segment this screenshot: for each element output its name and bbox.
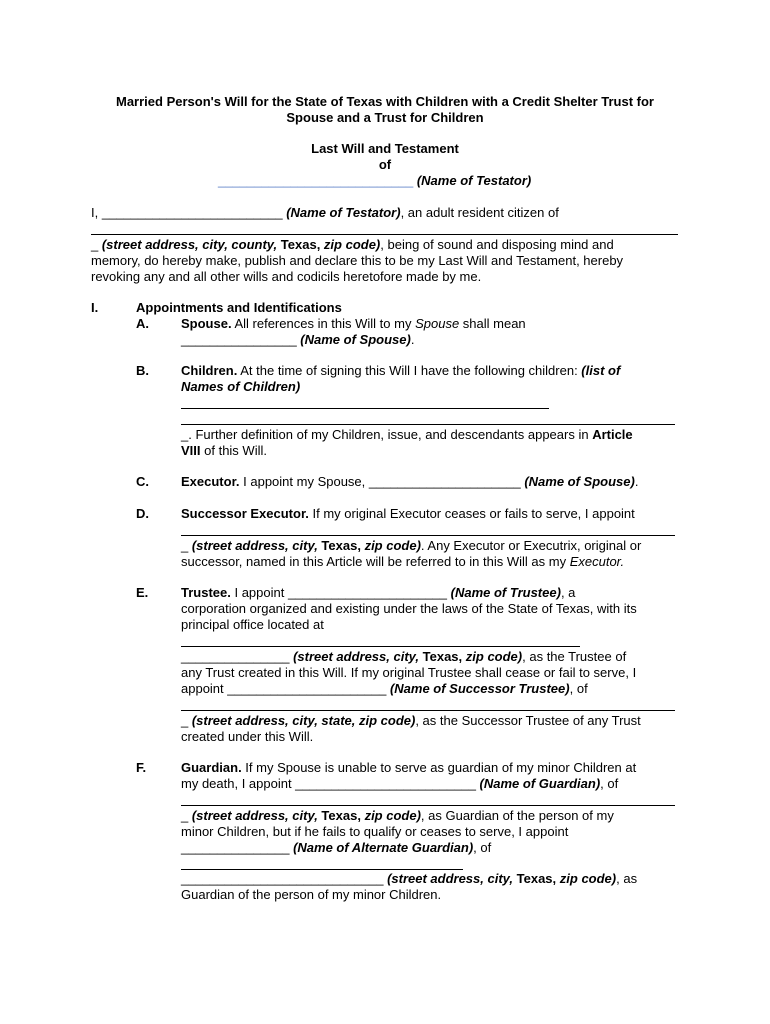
section-f-line1 (181, 760, 636, 776)
section-letter-d: D. (136, 506, 149, 521)
intro-text: I, _________________________ (91, 205, 287, 220)
section-c-heading: Executor. (181, 474, 240, 489)
section-d-line4 (181, 554, 624, 570)
section-text: Spouse (415, 316, 460, 331)
section-text: _. Further definition of my Children, issue, and descendants appears in (181, 427, 593, 442)
section-f-line2 (181, 776, 618, 792)
section-letter-e: E. (136, 585, 149, 600)
section-text: , as the Successor Trustee of any Trust (415, 713, 641, 728)
testator-label: (Name of Testator) (416, 173, 532, 188)
document-subtitle-of: of (378, 157, 392, 172)
article-number: I. (91, 300, 99, 315)
successor-trustee-label: (Name of Successor Trustee) (389, 681, 570, 696)
texas-label: Texas (321, 538, 358, 553)
section-text: successor, named in this Article will be referred to in this Will as my (181, 554, 570, 569)
trustee-label: (Name of Trustee) (450, 585, 561, 600)
section-text: shall mean (459, 316, 526, 331)
address-label: (street address, city, state, zip code) (191, 713, 416, 728)
section-b-line6 (181, 443, 267, 459)
zip-label: zip code) (364, 538, 421, 553)
blank-line: ________________ (181, 332, 301, 347)
blank-line: _______________ (181, 649, 294, 664)
trustee-office-blank-rule (181, 646, 580, 647)
section-text: . (410, 332, 415, 347)
intro-text: _ (91, 237, 102, 252)
zip-label: zip code) (323, 237, 381, 252)
blank-line: _______________ (181, 840, 294, 855)
section-text: I appoint my Spouse, _____________________ (239, 474, 525, 489)
section-text: , (552, 871, 560, 886)
section-b-line2: Names of Children) (181, 379, 301, 394)
children-blank-rule-2 (181, 424, 675, 425)
document-subtitle: Last Will and Testament (311, 141, 459, 156)
section-text: If my original Executor ceases or fails to serve, I appoint (308, 506, 635, 521)
texas-label: Texas (321, 808, 358, 823)
section-text: If my Spouse is unable to serve as guardian of my minor Children at (241, 760, 637, 775)
section-f-line5: minor Children, but if he fails to qualify or ceases to serve, I appoint (181, 824, 569, 839)
section-a-line1 (181, 316, 526, 332)
intro-text: , an adult resident citizen of (400, 205, 559, 220)
spouse-label: (Name of Spouse) (524, 474, 635, 489)
section-f-heading: Guardian. (181, 760, 242, 775)
successor-executor-blank-rule (181, 535, 675, 536)
guardian-address-blank-rule (181, 805, 675, 806)
section-text: , a (560, 585, 576, 600)
section-text: All references in this Will to my (231, 316, 416, 331)
alternate-guardian-blank-rule (181, 869, 463, 870)
section-text: , of (600, 776, 619, 791)
section-e-line9 (181, 713, 641, 729)
testator-name-field (218, 173, 531, 189)
section-text: appoint ______________________ (181, 681, 390, 696)
section-text: , (357, 538, 365, 553)
texas-label: Texas (280, 237, 317, 252)
section-text: my death, I appoint _________________________ (181, 776, 480, 791)
texas-label: Texas (422, 649, 459, 664)
section-e-line2: corporation organized and existing under the laws of the State of Texas, with its (181, 601, 637, 616)
section-a-line2 (181, 332, 414, 348)
intro-testator-label: (Name of Testator) (286, 205, 401, 220)
intro-text: , (316, 237, 324, 252)
section-e-line5 (181, 649, 626, 665)
section-a-heading: Spouse. (181, 316, 232, 331)
section-e-line1 (181, 585, 575, 601)
section-text: , as the Trustee of (522, 649, 627, 664)
testator-blank: ___________________________ (218, 173, 414, 188)
section-text: Article (592, 427, 633, 442)
section-f-line8 (181, 871, 637, 887)
section-e-line6: any Trust created in this Will. If my original Trustee shall cease or fail to serve, I (181, 665, 637, 680)
section-text: At the time of signing this Will I have the following children: (237, 363, 582, 378)
section-d-line3 (181, 538, 641, 554)
guardian-label: (Name of Guardian) (479, 776, 601, 791)
article-title: Appointments and Identifications (136, 300, 342, 315)
section-letter-f: F. (136, 760, 147, 775)
section-text: . (634, 474, 639, 489)
section-text: _ (181, 808, 192, 823)
section-text: , as (616, 871, 638, 886)
section-letter-b: B. (136, 363, 149, 378)
blank-line: ____________________________ (181, 871, 388, 886)
section-e-line3: principal office located at (181, 617, 324, 632)
section-f-line4 (181, 808, 614, 824)
children-blank-rule-1 (181, 408, 549, 409)
section-e-heading: Trustee. (181, 585, 231, 600)
section-letter-a: A. (136, 316, 149, 331)
section-b-heading: Children. (181, 363, 238, 378)
intro-line2 (91, 237, 614, 253)
section-text: , (357, 808, 365, 823)
section-f-line9: Guardian of the person of my minor Children. (181, 887, 442, 902)
zip-label: zip code) (465, 649, 523, 664)
address-label: (street address, city, (191, 538, 322, 553)
section-text: . Any Executor or Executrix, original or (420, 538, 642, 553)
alternate-guardian-label: (Name of Alternate Guardian) (293, 840, 474, 855)
section-c-line1 (181, 474, 638, 490)
intro-line3: memory, do hereby make, publish and declare this to be my Last Will and Testament, hereby (91, 253, 624, 268)
section-text: I appoint ______________________ (230, 585, 451, 600)
section-e-line7 (181, 681, 588, 697)
zip-label: zip code) (364, 808, 421, 823)
document-title-line2: Spouse and a Trust for Children (286, 110, 484, 125)
intro-line4: revoking any and all other wills and codicils heretofore made by me. (91, 269, 482, 284)
section-text: of this Will. (200, 443, 267, 458)
section-text: Executor. (569, 554, 625, 569)
address-label: (street address, city, (387, 871, 517, 886)
intro-text: , being of sound and disposing mind and (380, 237, 614, 252)
section-b-line5 (181, 427, 633, 443)
section-text: , as Guardian of the person of my (420, 808, 614, 823)
section-d-line1 (181, 506, 635, 522)
document-title-line1: Married Person's Will for the State of Texas with Children with a Credit Shelter Trust for (116, 94, 654, 109)
section-d-heading: Successor Executor. (181, 506, 309, 521)
section-f-line6 (181, 840, 491, 856)
successor-trustee-blank-rule (181, 710, 675, 711)
address-label: (street address, city, (191, 808, 322, 823)
section-text: _ (181, 538, 192, 553)
spouse-label: (Name of Spouse) (300, 332, 411, 347)
address-label: (street address, city, (293, 649, 423, 664)
address-label: (street address, city, county, (101, 237, 281, 252)
section-text: , of (569, 681, 588, 696)
section-text: , of (473, 840, 492, 855)
section-e-line10: created under this Will. (181, 729, 314, 744)
intro-blank-rule (91, 234, 678, 235)
zip-label: zip code) (559, 871, 617, 886)
section-text: , (458, 649, 466, 664)
section-letter-c: C. (136, 474, 149, 489)
texas-label: Texas (516, 871, 553, 886)
section-text: _ (181, 713, 192, 728)
children-label: (list of (581, 363, 621, 378)
section-b-line1 (181, 363, 620, 379)
intro-line1 (91, 205, 559, 221)
section-text: VIII (181, 443, 201, 458)
